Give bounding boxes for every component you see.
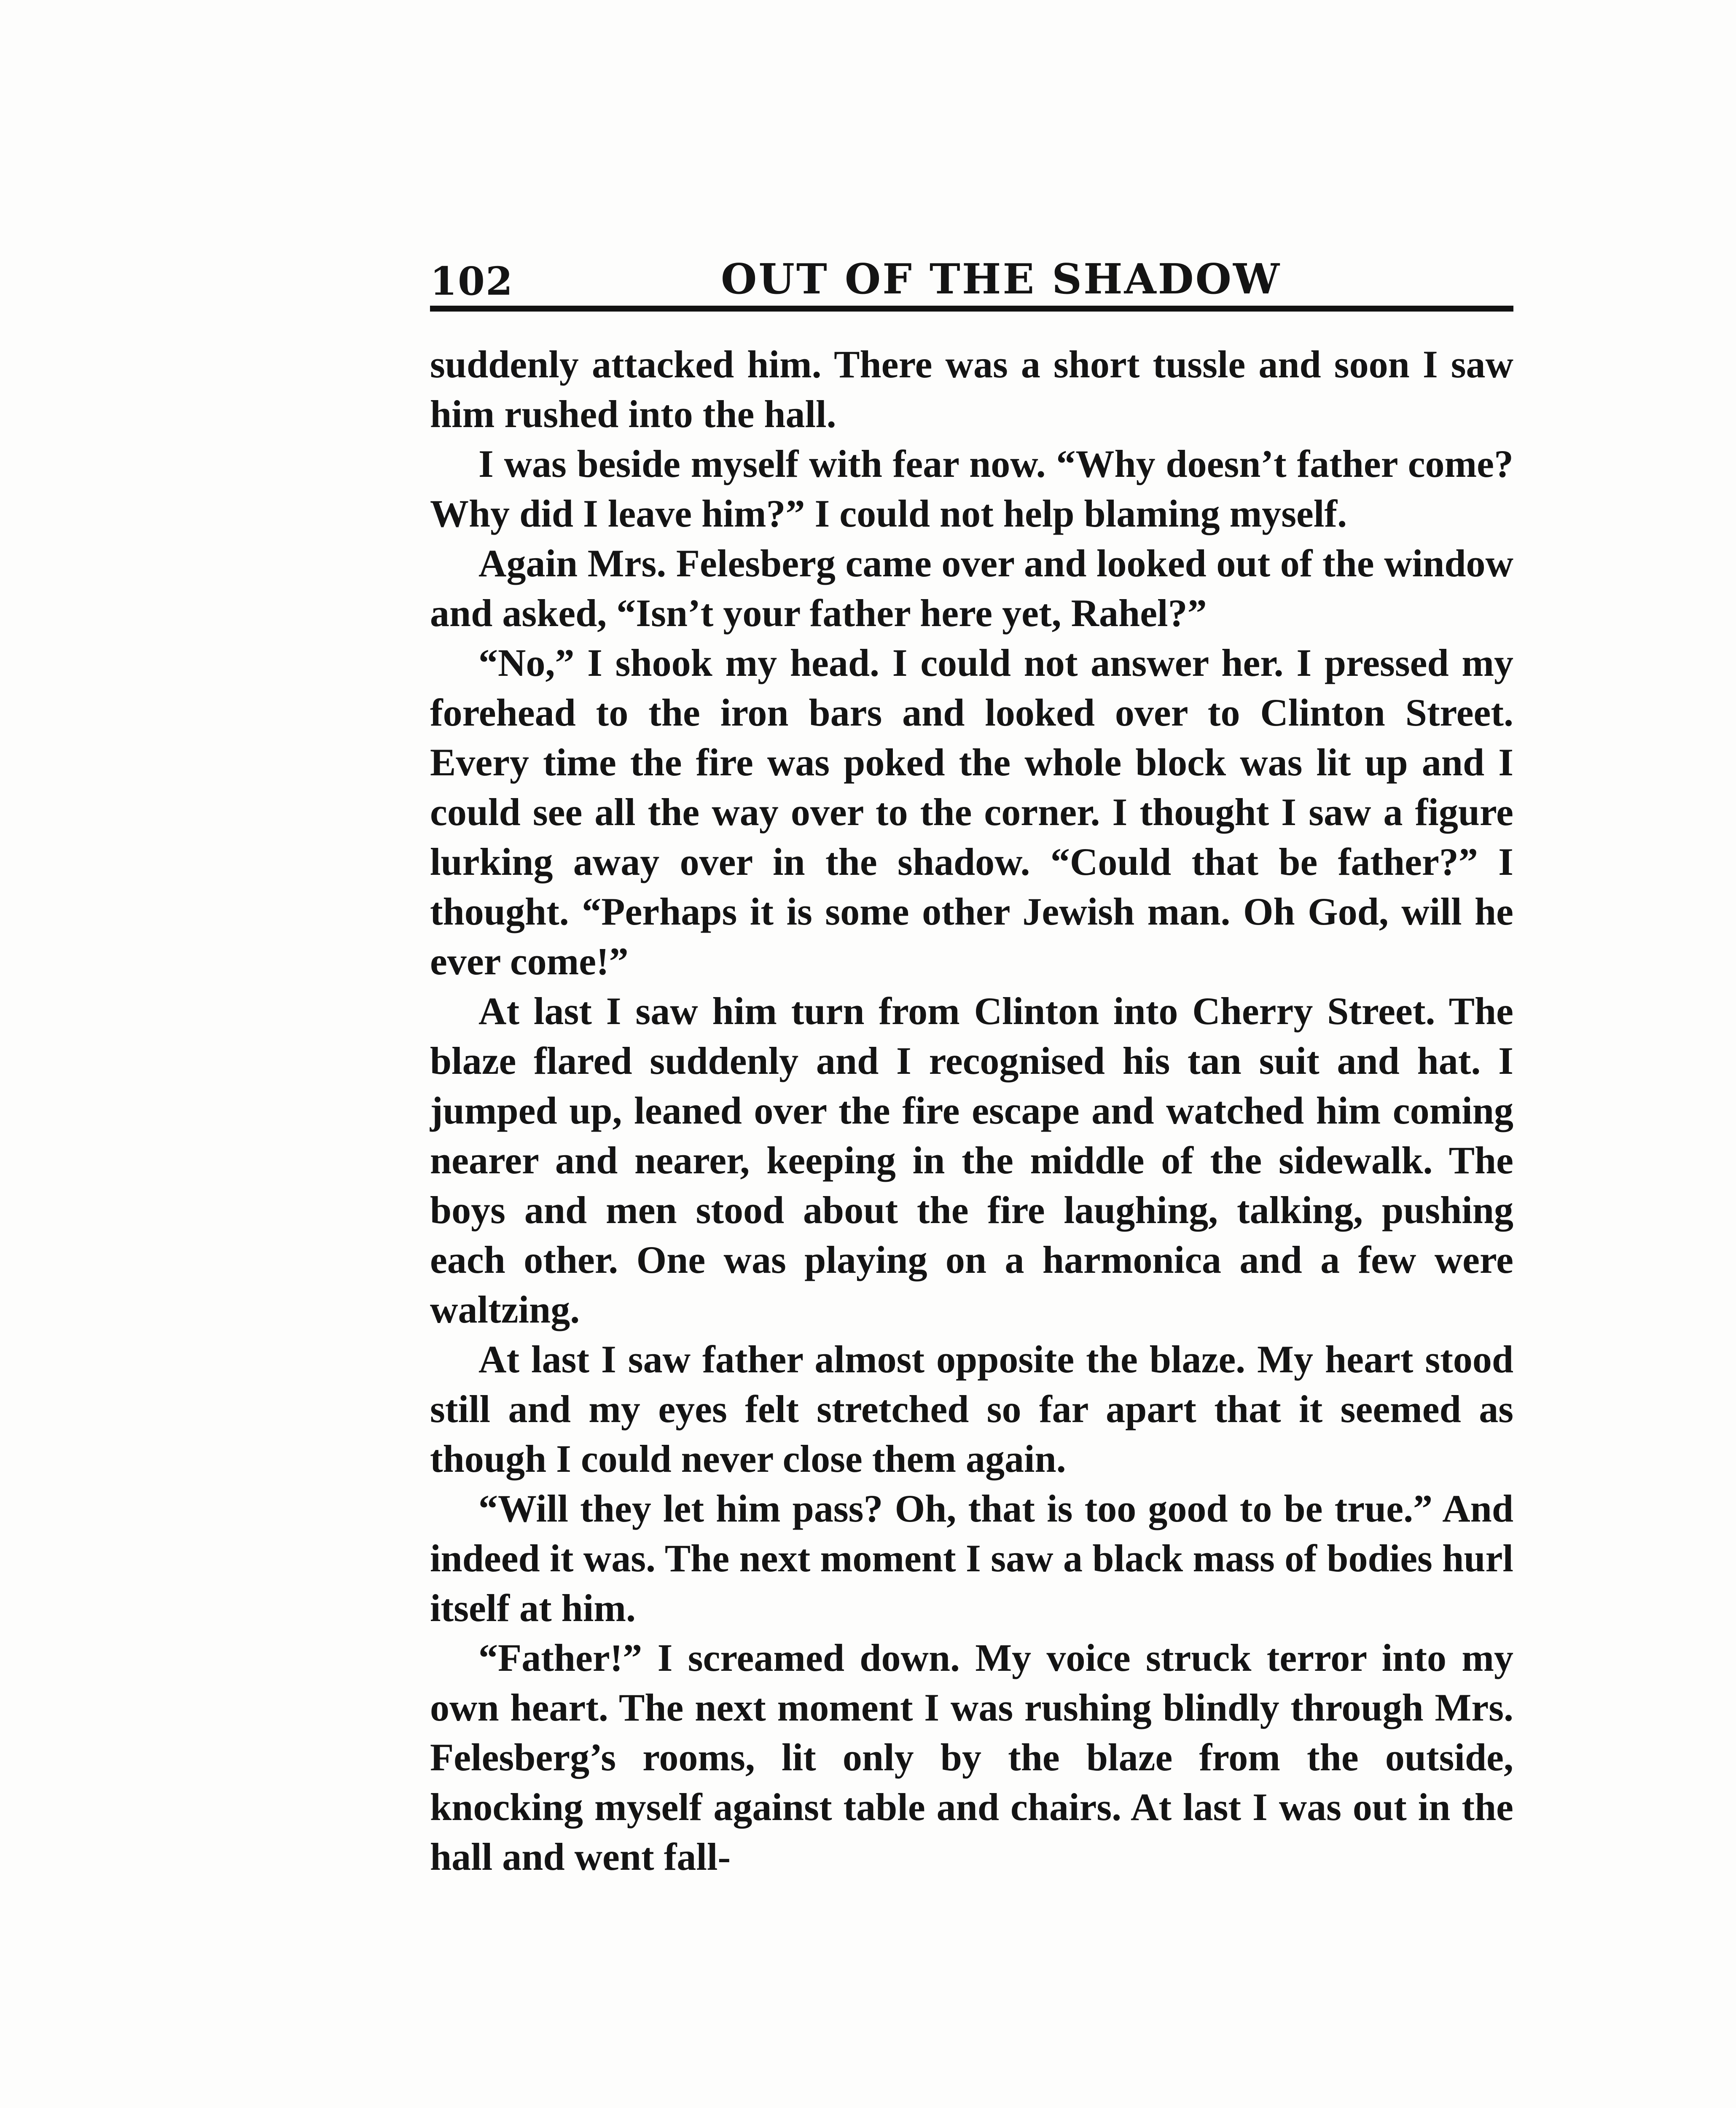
paragraph: At last I saw father almost opposite the blaze. My heart stood still and my eyes felt stretched so far apart that it seemed as though I could never close them again. xyxy=(430,1338,1513,1480)
paragraph: Again Mrs. Felesberg came over and looked out of the window and asked, “Isn’t your father here yet, Rahel?” xyxy=(430,542,1513,635)
paragraph: “Father!” I screamed down. My voice struck terror into my own heart. The next moment I was rushing blindly through Mrs. Felesberg’s rooms, lit only by the blaze from the outside, knocking myself against table and chairs. At last I was out in the hall and went fall- xyxy=(430,1636,1513,1878)
header-rule xyxy=(430,306,1513,312)
paragraph: At last I saw him turn from Clinton into Cherry Street. The blaze flared suddenly and I recognised his tan suit and hat. I jumped up, leaned over the fire escape and watched him coming nearer and nearer, keeping in the middle of the sidewalk. The boys and men stood about the fire laughing, talking, pushing each other. One was playing on a harmonica and a few were waltzing. xyxy=(430,989,1513,1331)
paragraph: “Will they let him pass? Oh, that is too good to be true.” And indeed it was. The next moment I saw a black mass of bodies hurl itself at him. xyxy=(430,1487,1513,1629)
running-title: OUT OF THE SHADOW xyxy=(721,255,1282,304)
paragraph: “No,” I shook my head. I could not answer her. I pressed my forehead to the iron bars and looked over to Clinton Street. Every time the fire was poked the whole block was lit up and I could see all the way over to the corner. I thought I saw a figure lurking away over in the shadow. “Could that be father?” I thought. “Perhaps it is some other Jewish man. Oh God, will he ever come!” xyxy=(430,641,1513,983)
paragraph: I was beside myself with fear now. “Why doesn’t father come? Why did I leave him?” I could not help blaming myself. xyxy=(430,442,1513,535)
paragraph-continued: suddenly attacked him. There was a short tussle and soon I saw him rushed into the hall. xyxy=(430,343,1513,436)
page-number: 102 xyxy=(430,258,514,304)
running-head xyxy=(430,247,1513,310)
body-text xyxy=(430,339,1513,2072)
